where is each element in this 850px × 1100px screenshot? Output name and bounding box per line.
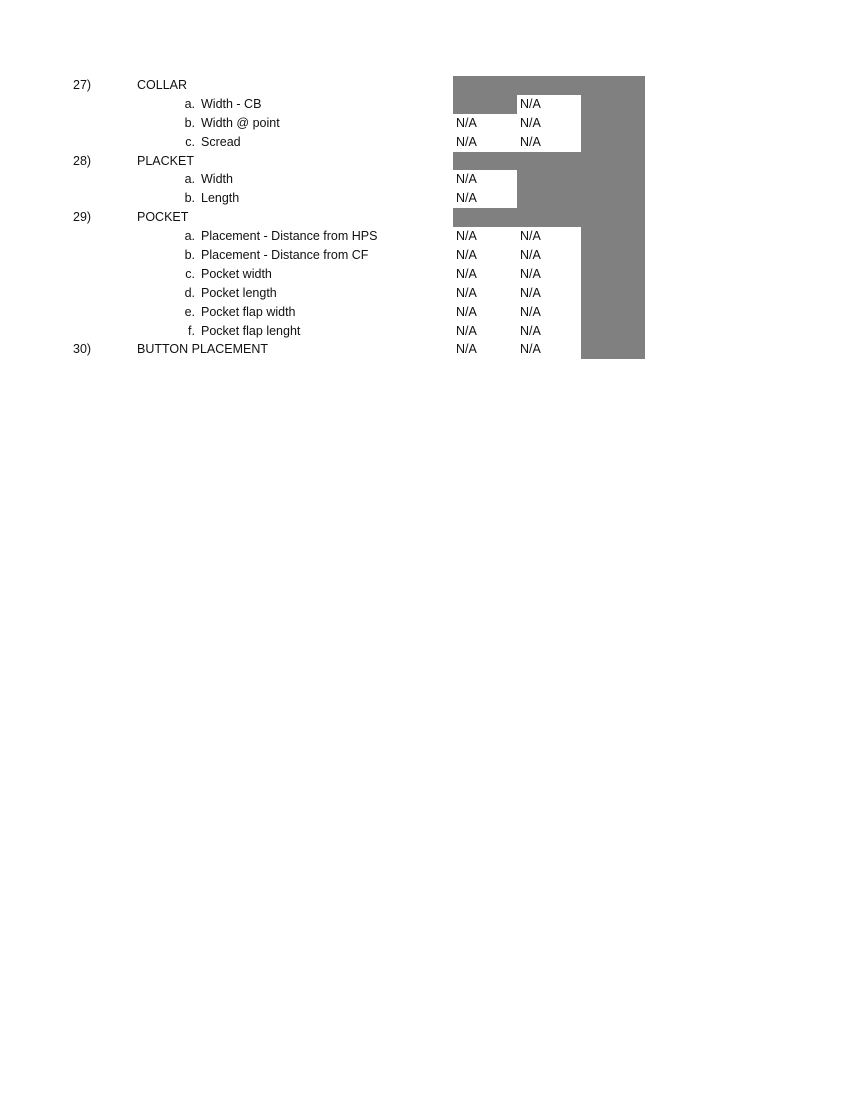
value-cell <box>581 246 645 265</box>
section-header-row <box>0 208 850 227</box>
item-letter: b. <box>184 115 195 130</box>
value-cell: N/A <box>456 304 477 319</box>
item-row <box>0 284 850 303</box>
value-cell <box>581 76 645 95</box>
item-label: Pocket length <box>201 285 277 300</box>
item-letter: a. <box>184 96 195 111</box>
value-cell: N/A <box>456 266 477 281</box>
item-label: Placement - Distance from CF <box>201 248 369 263</box>
section-title: POCKET <box>137 210 189 225</box>
value-cell: N/A <box>520 304 541 319</box>
item-letter: d. <box>184 285 195 300</box>
value-cell <box>581 189 645 208</box>
value-cell: N/A <box>520 285 541 300</box>
item-label: Width @ point <box>201 115 280 130</box>
value-cell <box>581 95 645 114</box>
item-letter: a. <box>184 229 195 244</box>
value-cell <box>581 208 645 227</box>
item-label: Pocket width <box>201 266 272 281</box>
item-label: Width <box>201 172 233 187</box>
item-label: Placement - Distance from HPS <box>201 229 378 244</box>
value-cell <box>581 133 645 152</box>
value-cell <box>517 170 581 189</box>
item-label: Pocket flap width <box>201 304 296 319</box>
measurement-sheet <box>0 76 850 359</box>
value-cell <box>517 208 581 227</box>
value-cell: N/A <box>456 342 477 357</box>
value-cell: N/A <box>456 134 477 149</box>
value-cell <box>517 152 581 171</box>
value-cell: N/A <box>520 323 541 338</box>
value-cell <box>581 322 645 341</box>
value-cell: N/A <box>456 172 477 187</box>
value-cell <box>453 95 517 114</box>
value-cell <box>581 152 645 171</box>
value-cell <box>581 114 645 133</box>
value-cell <box>581 284 645 303</box>
value-cell: N/A <box>456 115 477 130</box>
value-cell: N/A <box>456 191 477 206</box>
item-letter: b. <box>184 191 195 206</box>
value-cell: N/A <box>520 342 541 357</box>
item-letter: f. <box>188 323 195 338</box>
item-letter: c. <box>185 134 195 149</box>
item-row <box>0 303 850 322</box>
section-number: 30) <box>73 342 92 357</box>
section-number: 28) <box>73 153 92 168</box>
item-letter: a. <box>184 172 195 187</box>
item-label: Width - CB <box>201 96 262 111</box>
value-cell: N/A <box>520 248 541 263</box>
value-cell: N/A <box>456 285 477 300</box>
item-row <box>0 170 850 189</box>
value-cell <box>453 208 517 227</box>
value-cell <box>581 227 645 246</box>
item-row <box>0 114 850 133</box>
section-header-row <box>0 76 850 95</box>
value-cell: N/A <box>520 229 541 244</box>
item-row <box>0 265 850 284</box>
section-header-row <box>0 340 850 359</box>
section-title: COLLAR <box>137 78 188 92</box>
item-letter: c. <box>185 266 195 281</box>
item-label: Scread <box>201 134 241 149</box>
value-cell <box>581 303 645 322</box>
section-title: PLACKET <box>137 153 194 168</box>
value-cell <box>517 189 581 208</box>
section-number: 29) <box>73 210 92 225</box>
item-label: Length <box>201 191 240 206</box>
item-letter: b. <box>184 248 195 263</box>
value-cell: N/A <box>520 134 541 149</box>
value-cell: N/A <box>456 229 477 244</box>
item-row <box>0 227 850 246</box>
value-cell <box>581 170 645 189</box>
value-cell: N/A <box>520 96 541 111</box>
item-row <box>0 133 850 152</box>
item-row <box>0 322 850 341</box>
value-cell: N/A <box>456 323 477 338</box>
value-cell <box>581 265 645 284</box>
value-cell <box>517 76 581 95</box>
item-letter: e. <box>184 304 195 319</box>
item-row <box>0 189 850 208</box>
value-cell: N/A <box>456 248 477 263</box>
item-label: Pocket flap lenght <box>201 323 301 338</box>
value-cell <box>453 152 517 171</box>
value-cell: N/A <box>520 266 541 281</box>
item-row <box>0 246 850 265</box>
section-header-row <box>0 152 850 171</box>
value-cell <box>453 76 517 95</box>
value-cell <box>581 340 645 359</box>
value-cell: N/A <box>520 115 541 130</box>
item-row <box>0 95 850 114</box>
section-number: 27) <box>73 78 92 92</box>
section-title: BUTTON PLACEMENT <box>137 342 269 357</box>
